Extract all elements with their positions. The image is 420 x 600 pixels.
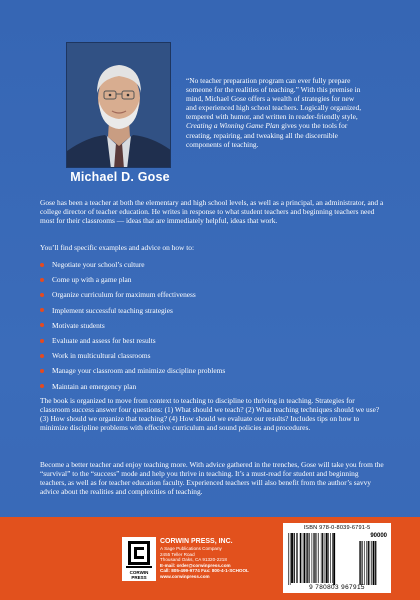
bullet-icon <box>40 369 44 373</box>
closing-paragraph: Become a better teacher and enjoy teaching more. With advice gathered in the trenches, Gose will take you from the “survival” to the “success” mode and help you thrive in teaching. It’s a must-read for student and beginning teachers, as well as for teacher education faculty. Experienced teachers will also benefit from the author’s savvy advice about the realities and complexities of teaching. <box>40 460 384 497</box>
publisher-website: www.corwinpress.com <box>160 573 210 579</box>
bullet-icon <box>40 278 44 282</box>
quote-text-end: gives you the tools for creating, repairing, and tweaking all the discernible components of teaching. <box>186 121 348 149</box>
publisher-address-street: 2455 Teller Road <box>160 551 195 557</box>
list-item-text: Work in multicultural classrooms <box>52 351 151 361</box>
publisher-logo <box>122 537 156 581</box>
list-item <box>40 382 385 397</box>
barcode-digits: 9 780803 967915 <box>309 584 365 591</box>
bullet-icon <box>40 339 44 343</box>
advice-intro: You’ll find specific examples and advice on how to: <box>40 243 195 252</box>
book-title: Creating a Winning Game Plan <box>186 121 280 131</box>
bullet-icon <box>40 354 44 358</box>
list-item-text: Negotiate your school’s culture <box>52 260 145 269</box>
bullet-icon <box>40 308 44 312</box>
bullet-icon <box>40 293 44 297</box>
publisher-address-city: Thousand Oaks, CA 91320-2218 <box>160 557 227 563</box>
list-item-text: Motivate students <box>52 320 105 330</box>
publisher-info <box>160 538 280 580</box>
list-item <box>40 290 385 305</box>
list-item-text: Implement successful teaching strategies <box>52 305 173 315</box>
publisher-logo-label: CORWIN PRESS <box>129 570 149 580</box>
author-quote <box>186 76 364 149</box>
bullet-icon <box>40 323 44 327</box>
barcode-bars <box>287 533 387 585</box>
publisher-phone: Call: 805-499-9774 Fax: 800-4-1-SCHOOL <box>160 568 249 574</box>
list-item-text: Evaluate and assess for best results <box>52 335 156 345</box>
bullet-icon <box>40 384 44 388</box>
author-name: Michael D. Gose <box>70 170 170 184</box>
publisher-subtitle: A Sage Publications Company <box>160 546 222 551</box>
list-item <box>40 306 385 321</box>
list-item-text: Come up with a game plan <box>52 275 132 285</box>
list-item-text: Manage your classroom and minimize discipline problems <box>52 366 226 376</box>
list-item <box>40 351 385 366</box>
quote-text-start: “No teacher preparation program can ever fully prepare someone for the realities of teaching.” With this premise in mind, Michael Gose offers a wealth of strategies for new and experienced high school teachers. Logically organized, tempered with humor, and written in reader-friendly style, <box>186 76 362 122</box>
author-photo <box>66 42 171 168</box>
list-item <box>40 275 385 290</box>
isbn-barcode <box>283 523 391 593</box>
author-bio: Gose has been a teacher at both the elementary and high school levels, as well as a principal, an administrator, and a college director of teacher education. He writes in response to what student teachers and beginning teachers need most for their classrooms — ideas that are immediately helpful, ideas that work. <box>40 198 384 226</box>
publisher-email: E-mail: order@corwinpress.com <box>160 562 231 568</box>
list-item <box>40 366 385 381</box>
isbn-label: ISBN 978-0-8039-6791-5 <box>303 525 371 531</box>
advice-list <box>40 260 385 397</box>
bullet-icon <box>40 263 44 267</box>
list-item-text: Organize curriculum for maximum effectiveness <box>52 290 196 300</box>
organization-paragraph: The book is organized to move from context to teaching to discipline to thriving in teaching. Strategies for classroom success answer four questions: (1) What should we teach? (2) What teaching techniques should we use? (3) How should we organize that teaching? (4) How should we evaluate our results? Includes tips on how to minimize discipline problems with effective curriculum and sound policies and procedures. <box>40 396 380 433</box>
list-item <box>40 321 385 336</box>
list-item <box>40 260 385 275</box>
list-item-text: Maintain an emergency plan <box>52 381 137 391</box>
list-item <box>40 336 385 351</box>
price-code: 90000 <box>370 533 387 539</box>
publisher-name: CORWIN PRESS, INC. <box>160 538 233 545</box>
